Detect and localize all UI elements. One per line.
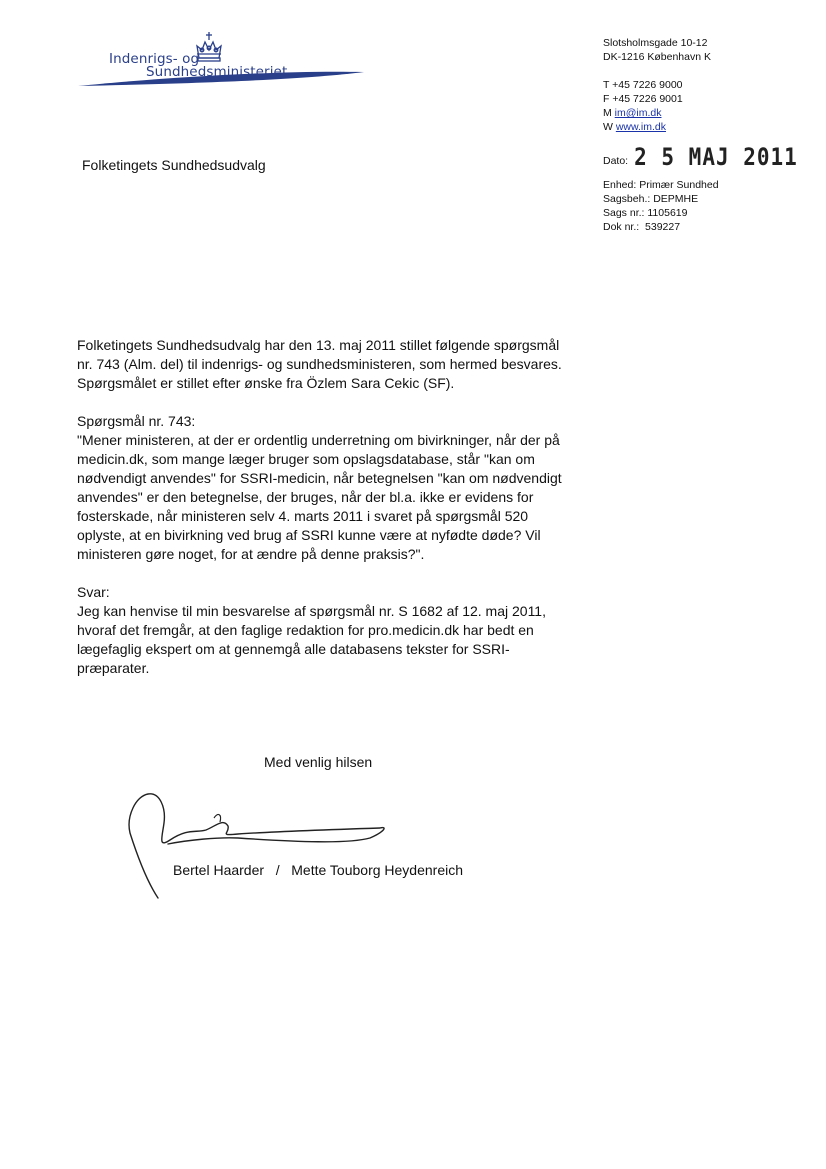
closing-greeting: Med venlig hilsen [264,754,373,770]
signer-names: Bertel Haarder / Mette Touborg Heydenreich [173,862,464,878]
letter-body [77,336,567,697]
email-prefix: M [603,107,615,119]
answer-text: Jeg kan henvise til min besvarelse af spørgsmål nr. S 1682 af 12. maj 2011, hvoraf det fremgår, at den faglige redaktion for pro.medicin.dk har bedt en lægefaglig ekspert om at gennemgå alle databasens tekster for SSRI-præparater. [77,603,546,676]
ministry-logo [78,28,370,98]
email-row [603,106,683,120]
date-stamp: 2 5 MAJ 2011 [634,143,798,171]
date-label: Dato: [603,155,629,167]
case-officer: Sagsbeh.: DEPMHE [603,193,699,205]
address-line2: DK-1216 København K [603,51,711,63]
phone-number: T +45 7226 9000 [603,79,683,91]
document-meta [603,143,798,234]
web-prefix: W [603,121,616,133]
ministry-name-line1: Indenrigs- og [109,51,200,67]
question-title: Spørgsmål nr. 743: [77,413,196,429]
web-row [603,120,683,134]
question-text: "Mener ministeren, at der er ordentlig underretning om bivirkninger, når der på medicin.dk, som mange læger bruger som opslagsdatabase, står "kan om nødvendigt anvendes" for SSRI-medicin, når betegnelsen "kan om nødvendigt anvendes" er den betegnelse, der bruges, når der bl.a. ikke er evidens for fosterskade, når ministeren selv 4. marts 2011 i svaret på spørgsmål 520 oplyste, at en bivirkning ved brug af SSRI kunne være at nyfødte døde? Vil ministeren gøre noget, for at ændre på denne praksis?". [77,432,562,562]
email-link[interactable]: im@im.dk [614,107,662,119]
address-line1: Slotsholmsgade 10-12 [603,37,708,49]
web-link[interactable]: www.im.dk [615,121,667,133]
fax-number: F +45 7226 9001 [603,93,683,105]
contact-details [603,78,683,134]
handwritten-signature [118,788,398,908]
unit: Enhed: Primær Sundhed [603,179,719,191]
answer-title: Svar: [77,584,110,600]
date-row [603,143,798,178]
doc-number: Dok nr.: 539227 [603,221,681,233]
recipient: Folketingets Sundhedsudvalg [82,157,266,173]
case-number: Sags nr.: 1105619 [603,207,688,219]
intro-paragraph: Folketingets Sundhedsudvalg har den 13. maj 2011 stillet følgende spørgsmål nr. 743 (Alm. del) til indenrigs- og sundhedsministeren, som hermed besvares. Spørgsmålet er stillet efter ønske fra Özlem Sara Cekic (SF). [77,337,562,391]
address-block [603,36,711,64]
ministry-name-line2: Sundhedsministeriet [146,64,288,80]
